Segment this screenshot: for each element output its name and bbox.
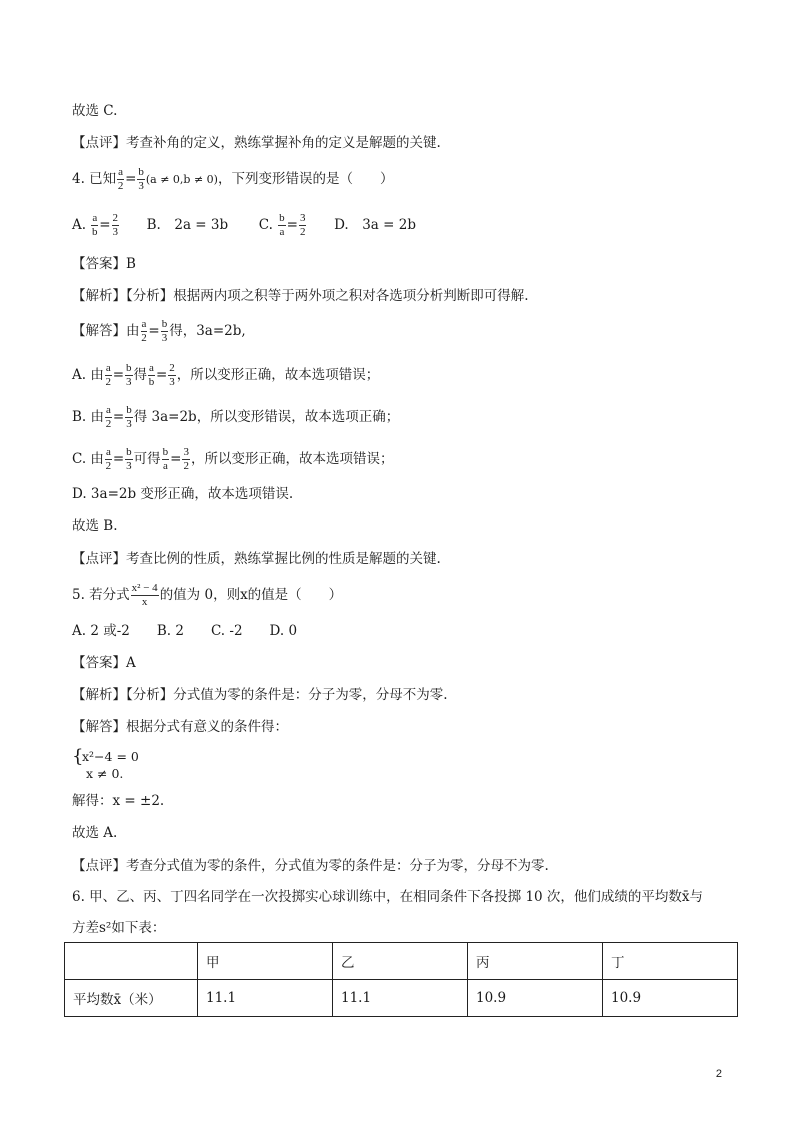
table-cell: 丁 (603, 943, 738, 980)
q4-option-c-frac: $\frac{b}{a}$ (279, 212, 285, 238)
system-eq-1: x²−4 = 0 (82, 749, 139, 764)
answer-5: 【答案】A (72, 655, 136, 671)
select-4: 故选 B. (72, 518, 118, 534)
table-cell: 11.1 (333, 980, 468, 1017)
sol-b-post: 得 3a=2b，所以变形错误，故本选项正确； (133, 409, 400, 425)
question-6-line-2: 方差s²如下表： (72, 920, 166, 936)
table-cell: 平均数x̄（米） (65, 980, 198, 1017)
q4-option-a-frac2: $\frac{2}{3}$ (112, 212, 119, 238)
q4-options: A. $\frac{a}{b}$ = $\frac{2}{3}$ B. 2a = 3b C. $\frac{b}{a}$ = $\frac{3}{2}$ D. 3a = 2b (72, 212, 416, 238)
question-4 (72, 166, 393, 193)
sol-c-frac3: $\frac{b}{a}$ (162, 446, 169, 472)
question-6-line-1: 6. 甲、乙、丙、丁四名同学在一次投掷实心球训练中，在相同条件下各投掷 10 次，他们成绩的平均数x̄与 (72, 889, 704, 905)
sol-c-frac1: $\frac{a}{2}$ (105, 446, 112, 472)
sol4-frac-b: $\frac{b}{3}$ (161, 318, 168, 344)
line-select-c: 故选 C. (72, 103, 118, 119)
solution-4: 【解答】由 $\frac{a}{2}$ = $\frac{b}{3}$ 得，3a=2b, (72, 318, 246, 344)
q4-frac-a: $\frac{a}{2}$ (117, 166, 124, 192)
sol-a-frac4: $\frac{2}{3}$ (169, 362, 175, 388)
q4-option-b: B. 2a = 3b (146, 217, 229, 233)
solution-a: A. 由 $\frac{a}{2}$ = $\frac{b}{3}$ 得 $\frac{a}{b}$ = $\frac{2}{3}$ ，所以变形正确，故本选项错误； (72, 362, 380, 388)
sol-c-pre: C. 由 (72, 451, 104, 467)
sol4-post: 得，3a=2b, (169, 323, 246, 339)
sol-c-frac4: $\frac{3}{2}$ (183, 446, 189, 472)
sol-a-frac2: $\frac{b}{3}$ (126, 362, 132, 388)
table-cell: 丙 (468, 943, 603, 980)
review-4: 【点评】考查比例的性质，熟练掌握比例的性质是解题的关键. (72, 551, 441, 567)
page-number: 2 (715, 1068, 722, 1080)
line-review-3: 【点评】考查补角的定义，熟练掌握补角的定义是解题的关键. (72, 135, 441, 151)
sol-a-post: ，所以变形正确，故本选项错误； (176, 367, 380, 383)
q5-frac: $\frac{\text{x² − 4}}{x}$ (131, 582, 158, 608)
sol-b-pre: B. 由 (72, 409, 105, 425)
q4-tail: ，下列变形错误的是（ ） (217, 171, 394, 187)
table-header-row (65, 943, 738, 980)
answer-4: 【答案】B (72, 256, 136, 272)
score-table (64, 942, 738, 1017)
table-cell: 甲 (198, 943, 333, 980)
table-cell (65, 943, 198, 980)
sol4-pre: 【解答】由 (72, 323, 140, 339)
q4-eq: = (125, 171, 137, 187)
q4-condition: (a ≠ 0,b ≠ 0) (145, 173, 218, 186)
q5-options: A. 2 或-2 B. 2 C. -2 D. 0 (72, 623, 298, 639)
table-cell: 11.1 (198, 980, 333, 1017)
q4-label: 4. 已知 (72, 171, 117, 187)
review-5: 【点评】考查分式值为零的条件，分式值为零的条件是：分子为零，分母不为零. (72, 858, 549, 874)
table-row (65, 980, 738, 1017)
table-cell: 10.9 (468, 980, 603, 1017)
table-cell: 乙 (333, 943, 468, 980)
sol-a-mid: 得 (133, 367, 148, 383)
q4-frac-b: $\frac{b}{3}$ (138, 166, 144, 192)
system-brace: { (72, 746, 84, 767)
sol-c-mid: 可得 (133, 451, 161, 467)
result-5: 解得：x = ±2. (72, 793, 165, 809)
analysis-4: 【解析】【分析】根据两内项之积等于两外项之积对各选项分析判断即可得解. (72, 288, 529, 304)
solution-d: D. 3a=2b 变形正确，故本选项错误. (72, 486, 294, 502)
question-5 (72, 582, 342, 609)
sol-a-frac3: $\frac{a}{b}$ (148, 362, 155, 388)
analysis-5: 【解析】【分析】分式值为零的条件是：分子为零，分母不为零. (72, 687, 448, 703)
sol4-frac-a: $\frac{a}{2}$ (141, 318, 147, 344)
sol-a-pre: A. 由 (72, 367, 104, 383)
sol-b-frac1: $\frac{a}{2}$ (105, 404, 112, 430)
sol-c-post: ，所以变形正确，故本选项错误； (190, 451, 394, 467)
solution-c: C. 由 $\frac{a}{2}$ = $\frac{b}{3}$ 可得 $\frac{b}{a}$ = $\frac{3}{2}$ ，所以变形正确，故本选项错误； (72, 446, 394, 472)
q4-option-a-label: A. (72, 217, 87, 233)
solution-5: 【解答】根据分式有意义的条件得： (72, 719, 288, 735)
q5-pre: 5. 若分式 (72, 587, 130, 603)
solution-b: B. 由 $\frac{a}{2}$ = $\frac{b}{3}$ 得 3a=2b，所以变形错误，故本选项正确； (72, 404, 400, 430)
sol-a-frac1: $\frac{a}{2}$ (105, 362, 112, 388)
q4-option-d: D. 3a = 2b (334, 217, 416, 233)
q4-option-c-frac2: $\frac{3}{2}$ (299, 212, 306, 238)
select-5: 故选 A. (72, 825, 118, 841)
sol-b-frac2: $\frac{b}{3}$ (126, 404, 132, 430)
system-eq-2: x ≠ 0. (86, 766, 124, 781)
q5-post: 的值为 0，则x的值是（ ） (159, 587, 343, 603)
sol-c-frac2: $\frac{b}{3}$ (126, 446, 132, 472)
q4-option-c-label: C. (258, 217, 273, 233)
table-cell: 10.9 (603, 980, 738, 1017)
q4-option-a-frac: $\frac{a}{b}$ (92, 212, 98, 238)
